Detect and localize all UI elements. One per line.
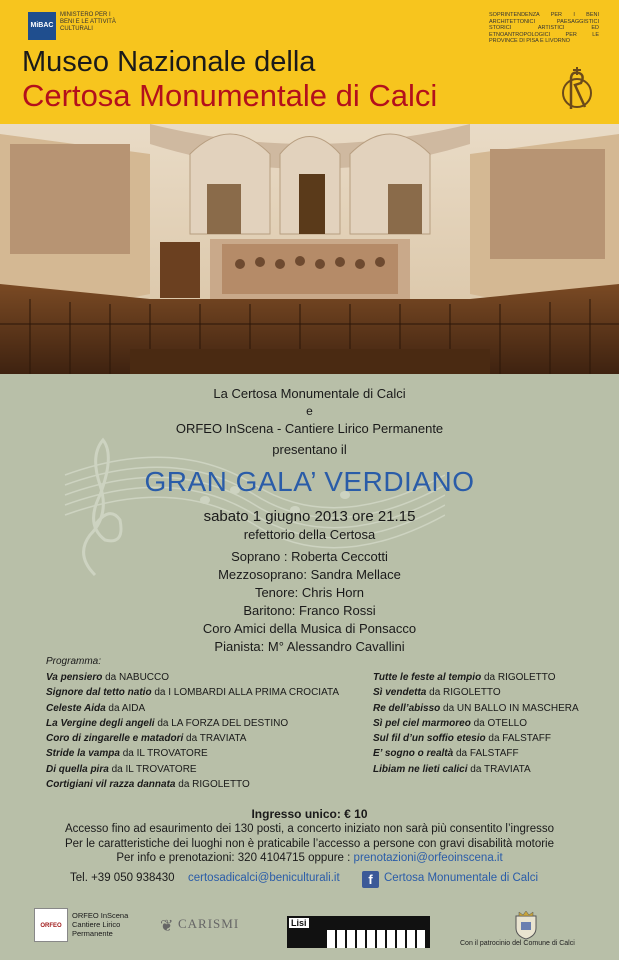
lisi-label: Lisi bbox=[291, 918, 307, 928]
soprintendenza-text: SOPRINTENDENZA PER I BENI ARCHITETTONICI PAESAGGISTICI STORICI ARTISTICI ED ETNOANTROPOLOGICI PER LE PROVINCE DI PISA E LIVORNO bbox=[489, 12, 599, 44]
cast-tenore: Tenore: Chris Horn bbox=[254, 585, 365, 600]
info-booking: Per info e prenotazioni: 320 4104715 oppure : prenotazioni@orfeoinscena.it bbox=[116, 852, 503, 864]
program-list-right bbox=[373, 670, 579, 777]
program-item: Re dell’abisso da UN BALLO IN MASCHERA bbox=[373, 702, 579, 714]
program-item: Libiam ne lieti calici da TRAVIATA bbox=[373, 763, 531, 775]
carismi-logo: CARISMI bbox=[178, 916, 240, 931]
facebook-link[interactable]: Certosa Monumentale di Calci bbox=[384, 872, 539, 884]
event-datetime: sabato 1 giugno 2013 ore 21.15 bbox=[203, 508, 416, 525]
intro-line2: e bbox=[306, 404, 313, 418]
cast-coro: Coro Amici della Musica di Ponsacco bbox=[202, 621, 417, 636]
event-venue: refettorio della Certosa bbox=[243, 527, 376, 542]
intro-line4: presentano il bbox=[272, 442, 347, 457]
program-item: La Vergine degli angeli da LA FORZA DEL DESTINO bbox=[46, 717, 289, 729]
program-item: Sì vendetta da RIGOLETTO bbox=[373, 687, 501, 699]
mibac-logo: MiBAC bbox=[28, 12, 56, 40]
cast-pianista: Pianista: M° Alessandro Cavallini bbox=[214, 639, 405, 654]
intro-line3: ORFEO InScena - Cantiere Lirico Permanente bbox=[175, 421, 444, 436]
intro-line1: La Certosa Monumentale di Calci bbox=[213, 386, 406, 401]
event-title: GRAN GALA’ VERDIANO bbox=[144, 466, 475, 497]
info-disability: Per le caratteristiche dei luoghi non è praticabile l’accesso a persone con gravi disabilità motorie bbox=[64, 838, 554, 850]
program-item: Signore dal tetto natio da I LOMBARDI ALLA PRIMA CROCIATA bbox=[46, 687, 340, 699]
comune-crest-icon bbox=[513, 910, 539, 940]
certosa-email-link[interactable]: certosadicalci@beniculturali.it bbox=[188, 872, 340, 884]
refectory-photo bbox=[0, 124, 619, 374]
program-item: Tutte le feste al tempio da RIGOLETTO bbox=[373, 672, 556, 683]
museum-title-line1: Museo Nazionale della bbox=[22, 46, 316, 78]
program-label: Programma: bbox=[46, 656, 102, 667]
header-banner bbox=[0, 0, 619, 124]
program-item: Sul fil d’un soffio etesio da FALSTAFF bbox=[373, 733, 551, 745]
orfeo-text: ORFEO InScena Cantiere Lirico Permanente bbox=[72, 911, 129, 938]
ticket-price: Ingresso unico: € 10 bbox=[251, 807, 368, 821]
comune-patronage: Con il patrocinio del Comune di Calci bbox=[460, 940, 575, 947]
telephone: Tel. +39 050 938430 bbox=[70, 872, 175, 884]
cast-mezzosoprano: Mezzosoprano: Sandra Mellace bbox=[218, 567, 401, 582]
contact-row bbox=[0, 872, 619, 890]
cast-soprano: Soprano : Roberta Ceccotti bbox=[231, 549, 388, 564]
program-item: Va pensiero da NABUCCO bbox=[46, 672, 170, 683]
program-item: Sì pel ciel marmoreo da OTELLO bbox=[373, 717, 527, 729]
booking-email-link[interactable]: prenotazioni@orfeoinscena.it bbox=[353, 852, 503, 864]
program-item: Cortigiani vil razza dannata da RIGOLETTO bbox=[46, 779, 250, 791]
certosa-crest-icon bbox=[557, 65, 597, 115]
orfeo-logo: ORFEO bbox=[34, 908, 68, 942]
info-access: Accesso fino ad esaurimento dei 130 posti, a concerto iniziato non sarà più consentito l’ingresso bbox=[64, 823, 555, 835]
program-item: Stride la vampa da IL TROVATORE bbox=[46, 748, 208, 760]
carismi-emblem-icon: ❦ bbox=[160, 918, 174, 935]
program-list-left bbox=[46, 670, 339, 792]
program-item: E’ sogno o realtà da FALSTAFF bbox=[373, 748, 519, 760]
program-item: Celeste Aida da AIDA bbox=[46, 702, 146, 714]
museum-title-line2: Certosa Monumentale di Calci bbox=[22, 78, 438, 113]
cast-baritono: Baritono: Franco Rossi bbox=[243, 603, 376, 618]
sponsor-logos bbox=[0, 908, 619, 953]
mibac-text: MINISTERO PER I BENI E LE ATTIVITÀ CULTURALI bbox=[60, 12, 116, 32]
program-item: Di quella pira da IL TROVATORE bbox=[46, 763, 197, 775]
facebook-icon[interactable]: f bbox=[362, 871, 379, 888]
program-item: Coro di zingarelle e matadori da TRAVIATA bbox=[46, 733, 247, 745]
